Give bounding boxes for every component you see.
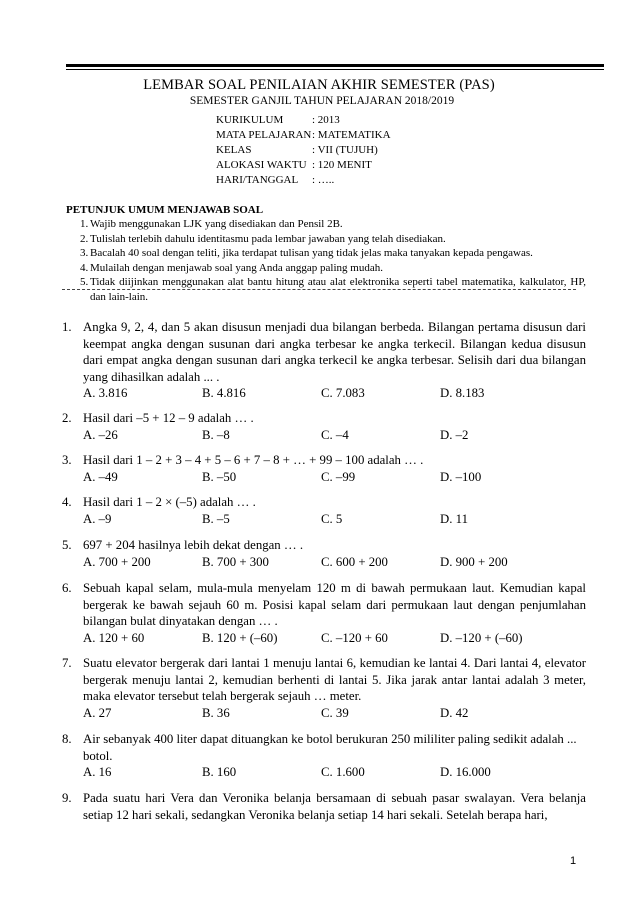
option-d: D. 900 + 200 (440, 554, 508, 569)
question-2 (62, 410, 586, 443)
info-row-alokasi-waktu (216, 158, 391, 173)
question-9 (62, 790, 586, 823)
option-b: B. 36 (202, 705, 230, 720)
header-rule-thin (66, 69, 604, 70)
option-c: C. 600 + 200 (321, 554, 388, 569)
question-number: 3. (62, 453, 72, 467)
question-number: 4. (62, 495, 72, 509)
section-divider (62, 289, 576, 291)
option-b: B. –8 (202, 427, 230, 442)
option-c: C. 1.600 (321, 765, 365, 779)
document-subtitle: SEMESTER GANJIL TAHUN PELAJARAN 2018/2019 (189, 95, 455, 107)
question-7 (62, 655, 586, 721)
question-number: 9. (62, 791, 72, 805)
option-c: C. –99 (321, 469, 356, 484)
answer-options (83, 554, 586, 571)
info-label: HARI/TANGGAL (216, 174, 299, 186)
answer-options (83, 764, 586, 781)
question-number: 8. (62, 732, 72, 746)
question-text: Suatu elevator bergerak dari lantai 1 menuju lantai 6, kemudian ke lantai 4. Dari lantai 4, elevator bergerak menuju lantai 2, kemudian berhenti di lantai 5. Jika jarak antar lantai adalah 3 meter, maka elevator tersebut telah bergerak sejauh … meter. (83, 656, 586, 703)
info-row-mata-pelajaran (216, 128, 391, 143)
instruction-item: 4. Mulailah dengan menjawab soal yang Anda anggap paling mudah. (80, 261, 383, 274)
question-number: 7. (62, 656, 72, 670)
option-c: C. –120 + 60 (321, 630, 388, 645)
question-text: Hasil dari –5 + 12 – 9 adalah … . (83, 411, 254, 425)
option-a: A. –26 (83, 427, 118, 442)
option-b: B. –50 (202, 469, 237, 484)
question-text: Hasil dari 1 – 2 × (–5) adalah … . (83, 495, 256, 509)
option-b: B. 160 (202, 765, 237, 779)
option-c: C. –4 (321, 427, 349, 442)
question-1 (62, 319, 586, 402)
option-b: B. 700 + 300 (202, 554, 269, 569)
option-d: D. 11 (440, 511, 468, 526)
instruction-item: 2. Tulislah terlebih dahulu identitasmu pada lembar jawaban yang telah disediakan. (80, 232, 446, 245)
exam-info-block (216, 113, 391, 188)
answer-options (83, 469, 586, 486)
option-b: B. 120 + (–60) (202, 630, 278, 645)
question-number: 6. (62, 581, 72, 595)
question-text: Angka 9, 2, 4, dan 5 akan disusun menjadi dua bilangan berbeda. Bilangan pertama disusun dari keempat angka dengan susunan dari angka terbesar ke angka terkecil. Bilangan kedua disusun dari empat angka dengan susunan dari angka terkecil ke angka terbesar. Selisih dari dua bilangan yang dihasilkan adalah ... . (83, 320, 586, 384)
instruction-item: 3. Bacalah 40 soal dengan teliti, jika terdapat tulisan yang tidak jelas maka tanyakan kepada pengawas. (80, 247, 533, 260)
option-d: D. 8.183 (440, 386, 485, 400)
question-text: Sebuah kapal selam, mula-mula menyelam 120 m di bawah permukaan laut. Kemudian kapal bergerak ke bawah sejauh 60 m. Posisi kapal selam dari permukaan laut dengan penjumlahan bilangan bulat dinyatakan dengan … . (83, 581, 586, 628)
question-text: Air sebanyak 400 liter dapat dituangkan ke botol berukuran 250 mililiter paling sedikit adalah ... botol. (83, 732, 577, 763)
instructions-list (66, 217, 586, 305)
option-c: C. 5 (321, 511, 343, 526)
instruction-item: 5. Tidak diijinkan menggunakan alat bantu hitung atau alat elektronika seperti tabel matematika, kalkulator, HP, dan lain-lain. (80, 276, 586, 303)
answer-options (83, 630, 586, 647)
option-d: D. 16.000 (440, 765, 491, 779)
question-3 (62, 452, 586, 485)
info-label: KURIKULUM (216, 114, 284, 126)
option-d: D. –100 (440, 469, 482, 484)
info-value: : 120 MENIT (312, 159, 372, 171)
option-a: A. 16 (83, 765, 112, 779)
instruction-item: 1. Wajib menggunakan LJK yang disediakan dan Pensil 2B. (80, 218, 343, 230)
question-text: Hasil dari 1 – 2 + 3 – 4 + 5 – 6 + 7 – 8 + … + 99 – 100 adalah … . (83, 453, 424, 467)
question-text: 697 + 204 hasilnya lebih dekat dengan … . (83, 538, 304, 552)
question-4 (62, 494, 586, 527)
info-label: MATA PELAJARAN (216, 129, 312, 141)
question-5 (62, 537, 586, 570)
header-rule-thick (66, 64, 604, 67)
option-a: A. –49 (83, 469, 118, 484)
question-8 (62, 731, 586, 781)
option-b: B. 4.816 (202, 386, 246, 400)
option-c: C. 39 (321, 705, 349, 720)
instructions-heading: PETUNJUK UMUM MENJAWAB SOAL (66, 204, 264, 216)
answer-options (83, 385, 586, 402)
option-a: A. 700 + 200 (83, 554, 151, 569)
option-a: A. –9 (83, 511, 112, 526)
info-label: ALOKASI WAKTU (216, 159, 307, 171)
option-a: A. 120 + 60 (83, 630, 145, 645)
info-row-kurikulum (216, 113, 391, 128)
info-row-hari-tanggal (216, 173, 391, 188)
option-b: B. –5 (202, 511, 230, 526)
info-label: KELAS (216, 144, 252, 156)
question-number: 2. (62, 411, 72, 425)
info-value: : ….. (312, 174, 335, 186)
info-row-kelas (216, 143, 391, 158)
option-a: A. 3.816 (83, 386, 128, 400)
info-value: : MATEMATIKA (312, 129, 391, 141)
option-a: A. 27 (83, 705, 112, 720)
info-value: : 2013 (312, 114, 340, 126)
question-number: 5. (62, 538, 72, 552)
answer-options (83, 511, 586, 528)
document-title: LEMBAR SOAL PENILAIAN AKHIR SEMESTER (PAS) (143, 77, 495, 93)
option-c: C. 7.083 (321, 386, 365, 400)
answer-options (83, 705, 586, 722)
option-d: D. 42 (440, 705, 469, 720)
answer-options (83, 427, 586, 444)
info-value: : VII (TUJUH) (312, 144, 378, 156)
page-number: 1 (570, 855, 577, 867)
option-d: D. –2 (440, 427, 469, 442)
question-6 (62, 580, 586, 646)
question-number: 1. (62, 320, 72, 334)
option-d: D. –120 + (–60) (440, 630, 523, 645)
question-text: Pada suatu hari Vera dan Veronika belanja bersamaan di sebuah pasar swalayan. Vera belanja setiap 12 hari sekali, sedangkan Veronika belanja setiap 14 hari sekali. Setelah berapa hari, (83, 791, 586, 822)
